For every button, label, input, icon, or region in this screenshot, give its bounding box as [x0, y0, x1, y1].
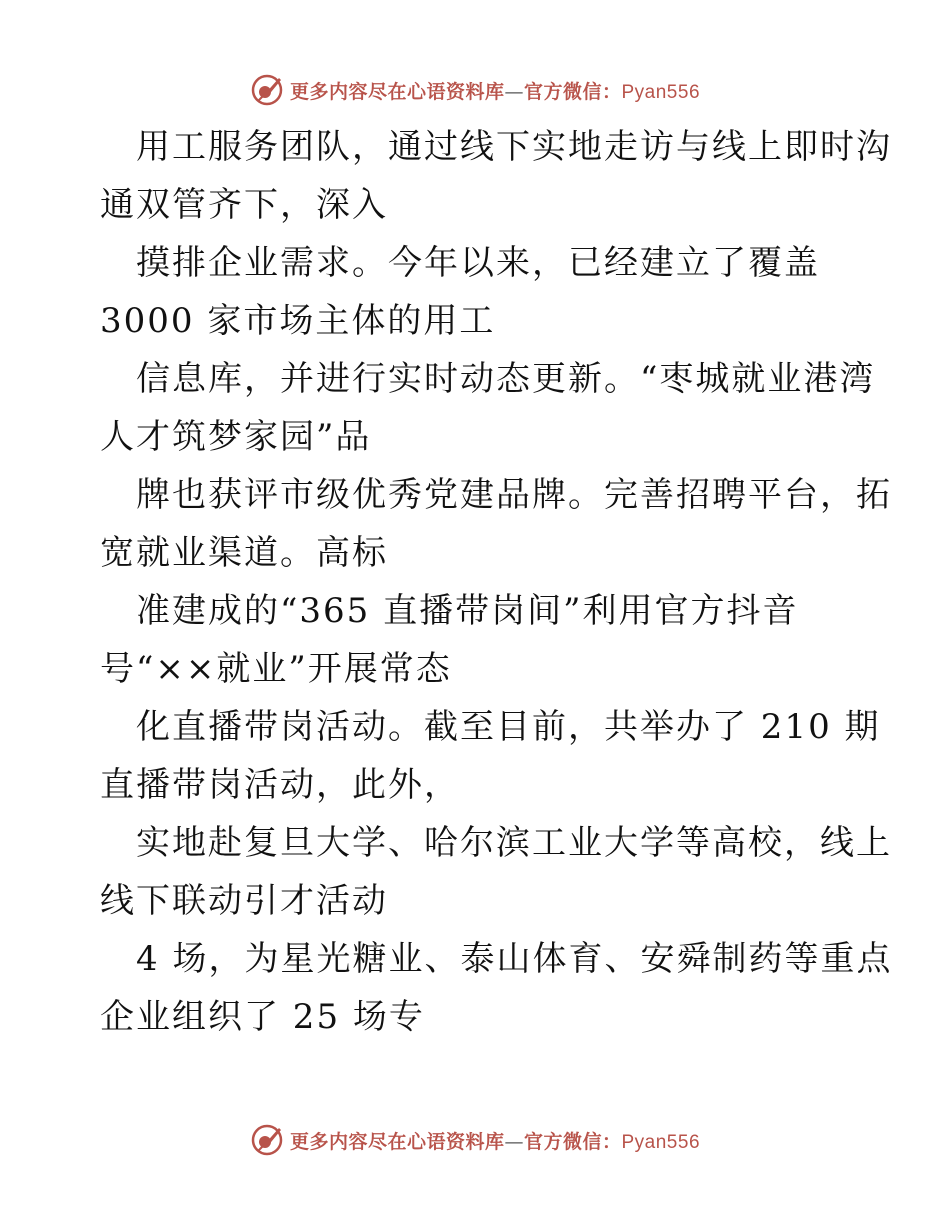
paragraph: 摸排企业需求。今年以来，已经建立了覆盖 3000 家市场主体的用工	[100, 243, 820, 341]
paragraph: 牌也获评市级优秀党建品牌。完善招聘平台，拓 宽就业渠道。高标	[100, 475, 892, 573]
header-watermark	[0, 70, 950, 110]
paragraph: 准建成的“365 直播带岗间”利用官方抖音 号“××就业”开展常态	[100, 591, 799, 689]
watermark-text: 更多内容尽在心语资料库—官方微信：Pyan556	[289, 80, 701, 103]
paragraph: 用工服务团队，通过线下实地走访与线上即时沟 通双管齐下，深入	[100, 127, 892, 225]
quill-logo-icon	[250, 1123, 284, 1157]
paragraph: 化直播带岗活动。截至目前，共举办了 210 期 直播带岗活动，此外，	[100, 707, 881, 805]
watermark-text: 更多内容尽在心语资料库—官方微信：Pyan556	[289, 1130, 701, 1153]
paragraph: 4 场，为星光糖业、泰山体育、安舜制药等重点 企业组织了 25 场专	[100, 939, 893, 1037]
paragraph: 实地赴复旦大学、哈尔滨工业大学等高校，线上 线下联动引才活动	[100, 823, 892, 921]
paragraph: 信息库，并进行实时动态更新。“枣城就业港湾 人才筑梦家园”品	[100, 359, 876, 457]
quill-logo-icon	[250, 73, 284, 107]
footer-watermark	[0, 1120, 950, 1160]
document-body	[100, 118, 893, 1046]
